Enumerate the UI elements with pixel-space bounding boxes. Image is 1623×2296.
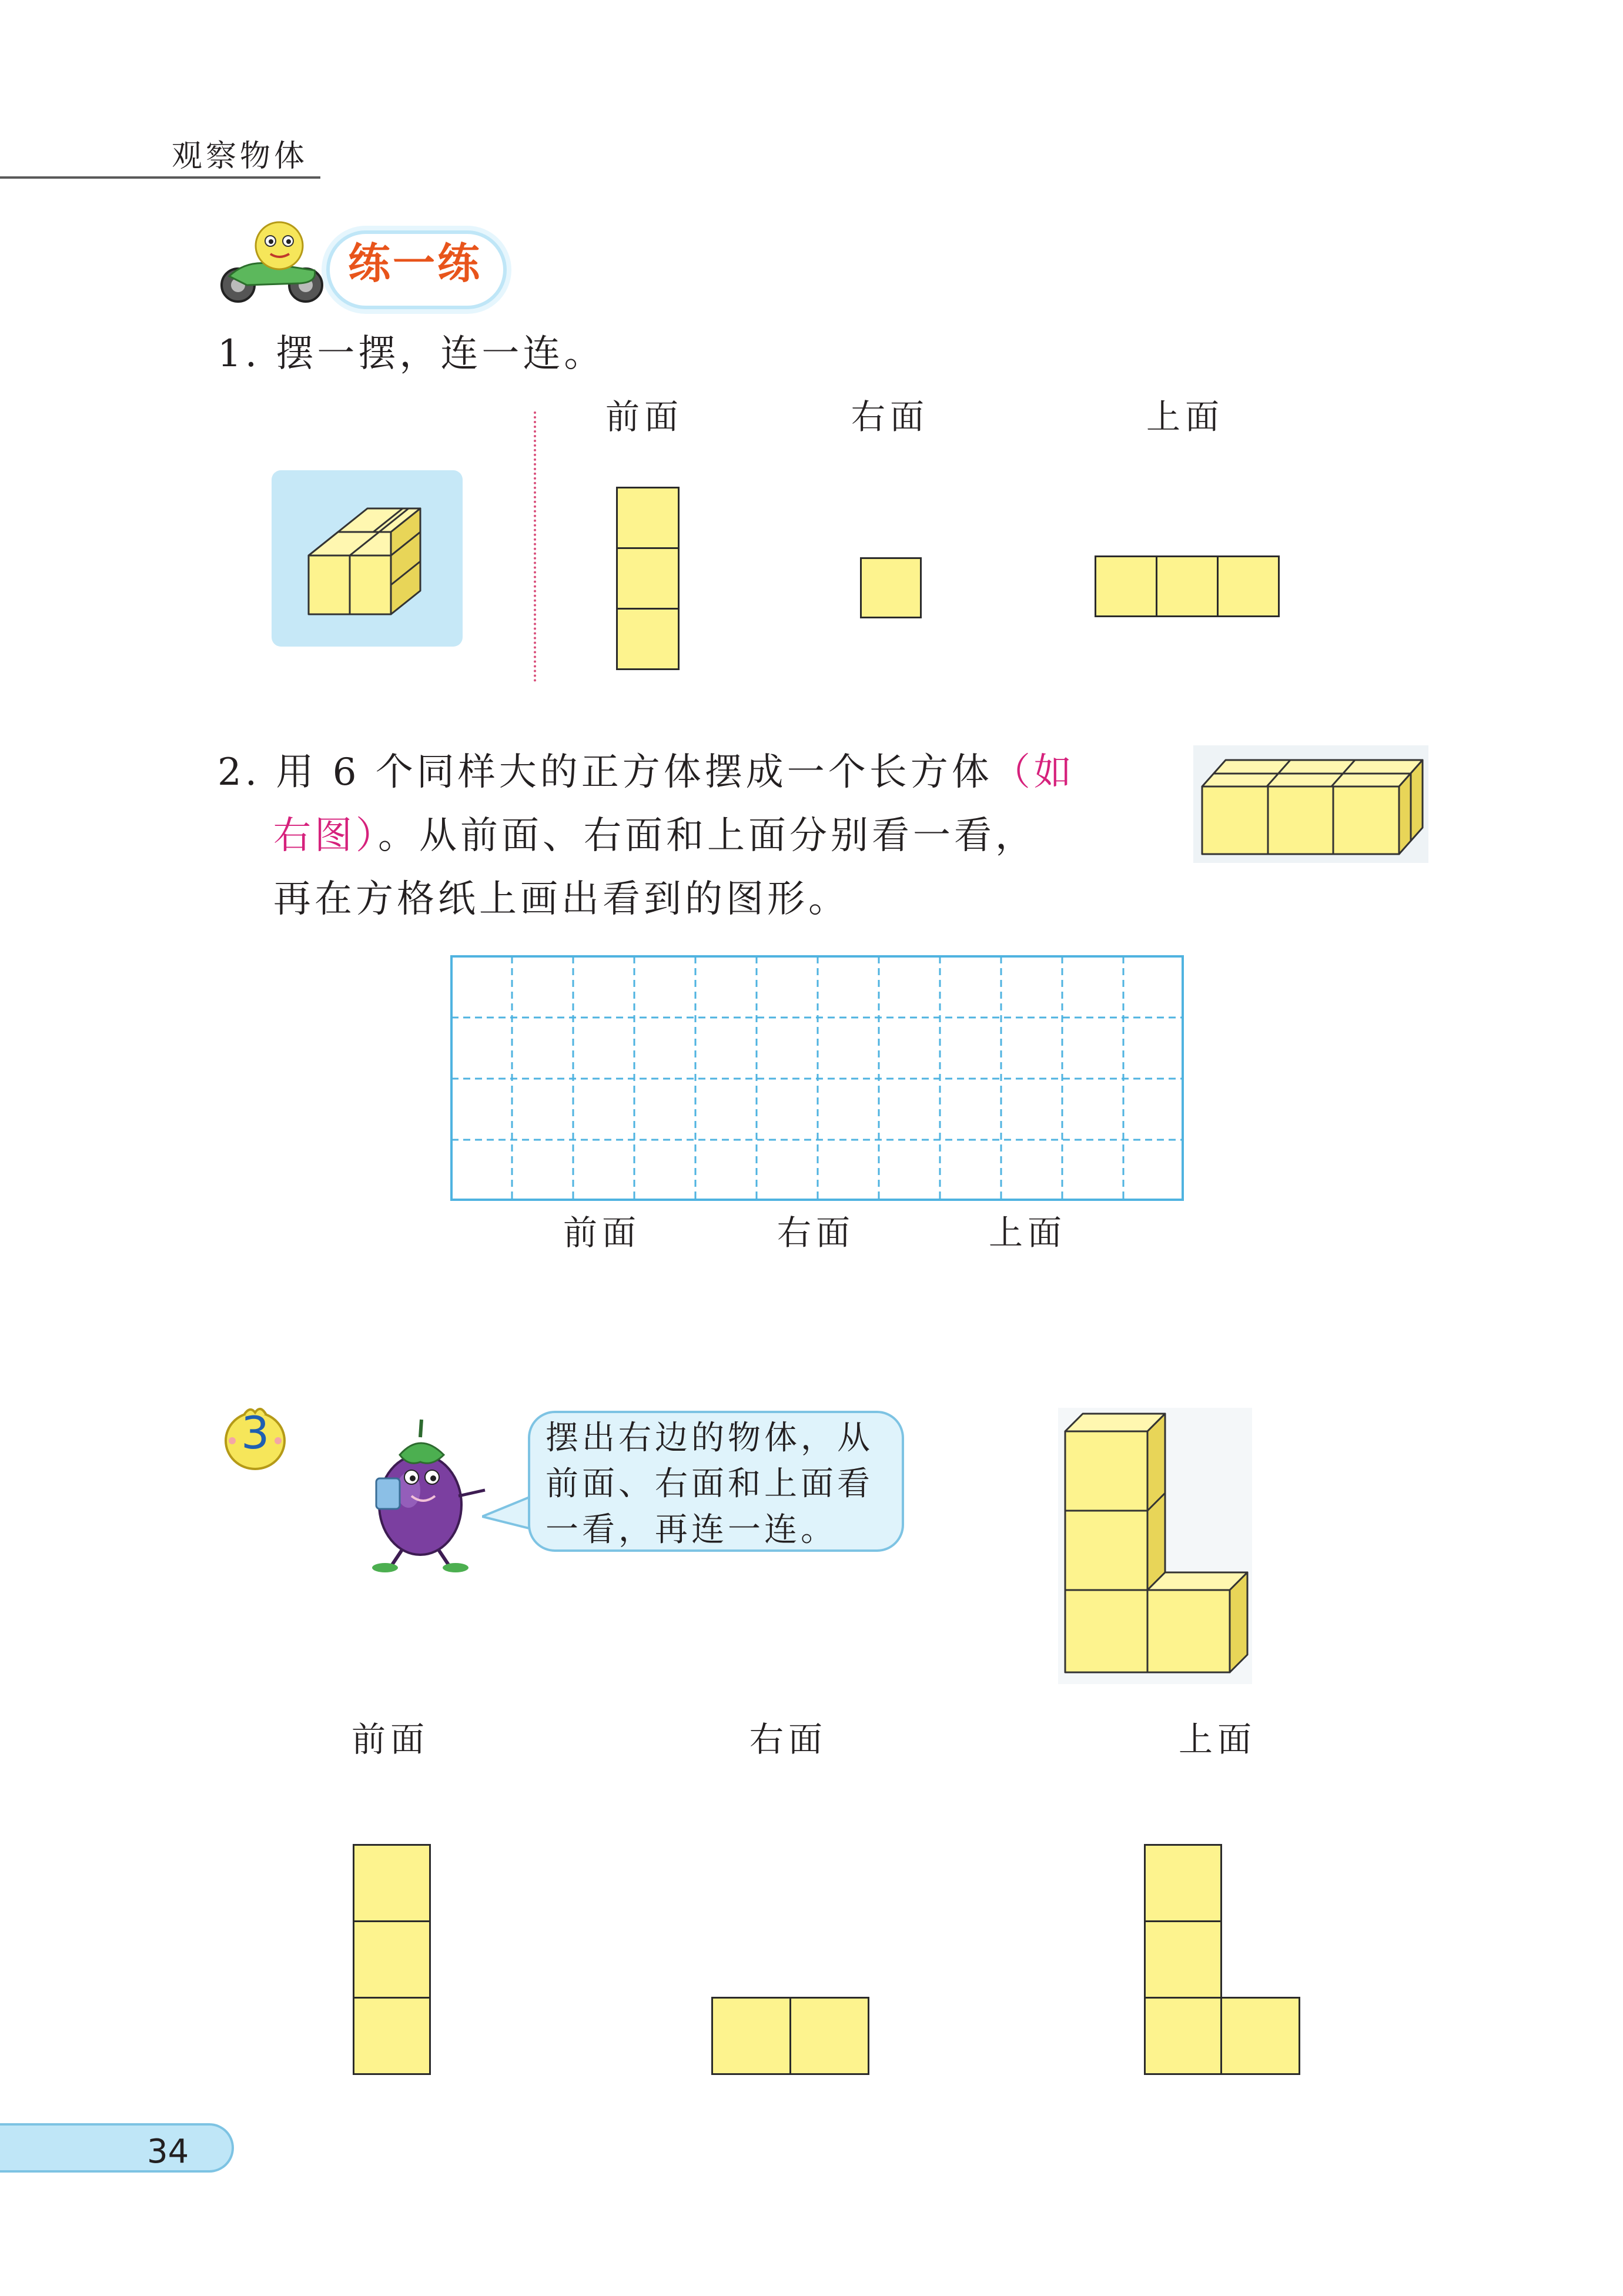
q2-line2 (273, 814, 1036, 858)
q2-line3: 再在方格纸上画出看到的图形。 (273, 878, 849, 921)
practice-badge-label: 练一练 (348, 239, 483, 288)
square-cell (860, 557, 922, 618)
square-cell (711, 1997, 791, 2075)
q1-label-top: 上面 (1146, 397, 1224, 437)
q2-line2-ref: 右图） (273, 814, 378, 858)
speech-pointer (482, 1493, 535, 1534)
square-cell (353, 1997, 431, 2075)
example-number: 3 (241, 1407, 270, 1459)
square-cell (1095, 555, 1157, 617)
square-cell (616, 487, 680, 549)
q1-label-right: 右面 (851, 397, 929, 437)
q2-line1-text: 2. 用 6 个同样大的正方体摆成一个长方体 (217, 751, 993, 794)
speech-line-3: 一看，再连一连。 (546, 1511, 837, 1549)
motorbike-character-icon (212, 217, 335, 306)
square-cell (1144, 1844, 1222, 1922)
ex3-label-front: 前面 (352, 1719, 430, 1759)
eggplant-character-icon (344, 1408, 503, 1572)
q1-divider (534, 411, 536, 682)
grid-label-right: 右面 (777, 1213, 855, 1253)
q1-prompt: 1. 摆一摆，连一连。 (217, 332, 605, 376)
square-cell (616, 547, 680, 610)
square-cell (1144, 1997, 1222, 2075)
page-number-tab (0, 2123, 234, 2173)
q2-cuboid-figure (1193, 745, 1428, 863)
square-cell (616, 608, 680, 670)
section-title: 观察物体 (172, 139, 309, 174)
q2-line1 (217, 751, 1075, 794)
ex3-label-top: 上面 (1179, 1719, 1257, 1759)
q1-label-front: 前面 (605, 397, 684, 437)
page-number: 34 (147, 2133, 189, 2171)
q1-cuboid-figure (300, 497, 435, 626)
grid-paper[interactable] (450, 955, 1184, 1201)
l-shaped-cube-stack (1058, 1408, 1252, 1684)
square-cell (1156, 555, 1219, 617)
square-cell (1220, 1997, 1300, 2075)
grid-label-front: 前面 (563, 1213, 641, 1253)
square-cell (1144, 1920, 1222, 1999)
square-cell (353, 1920, 431, 1999)
speech-line-1: 摆出右边的物体，从 (546, 1419, 874, 1457)
square-cell (1217, 555, 1280, 617)
q2-line1-ref: （如 (992, 751, 1075, 794)
square-cell (353, 1844, 431, 1922)
grid-label-top: 上面 (989, 1213, 1067, 1253)
speech-line-2: 前面、右面和上面看 (546, 1465, 874, 1503)
ex3-label-right: 右面 (749, 1719, 828, 1759)
q2-line2-text: 。从前面、右面和上面分别看一看， (378, 814, 1036, 858)
square-cell (789, 1997, 869, 2075)
header-divider (0, 176, 320, 179)
